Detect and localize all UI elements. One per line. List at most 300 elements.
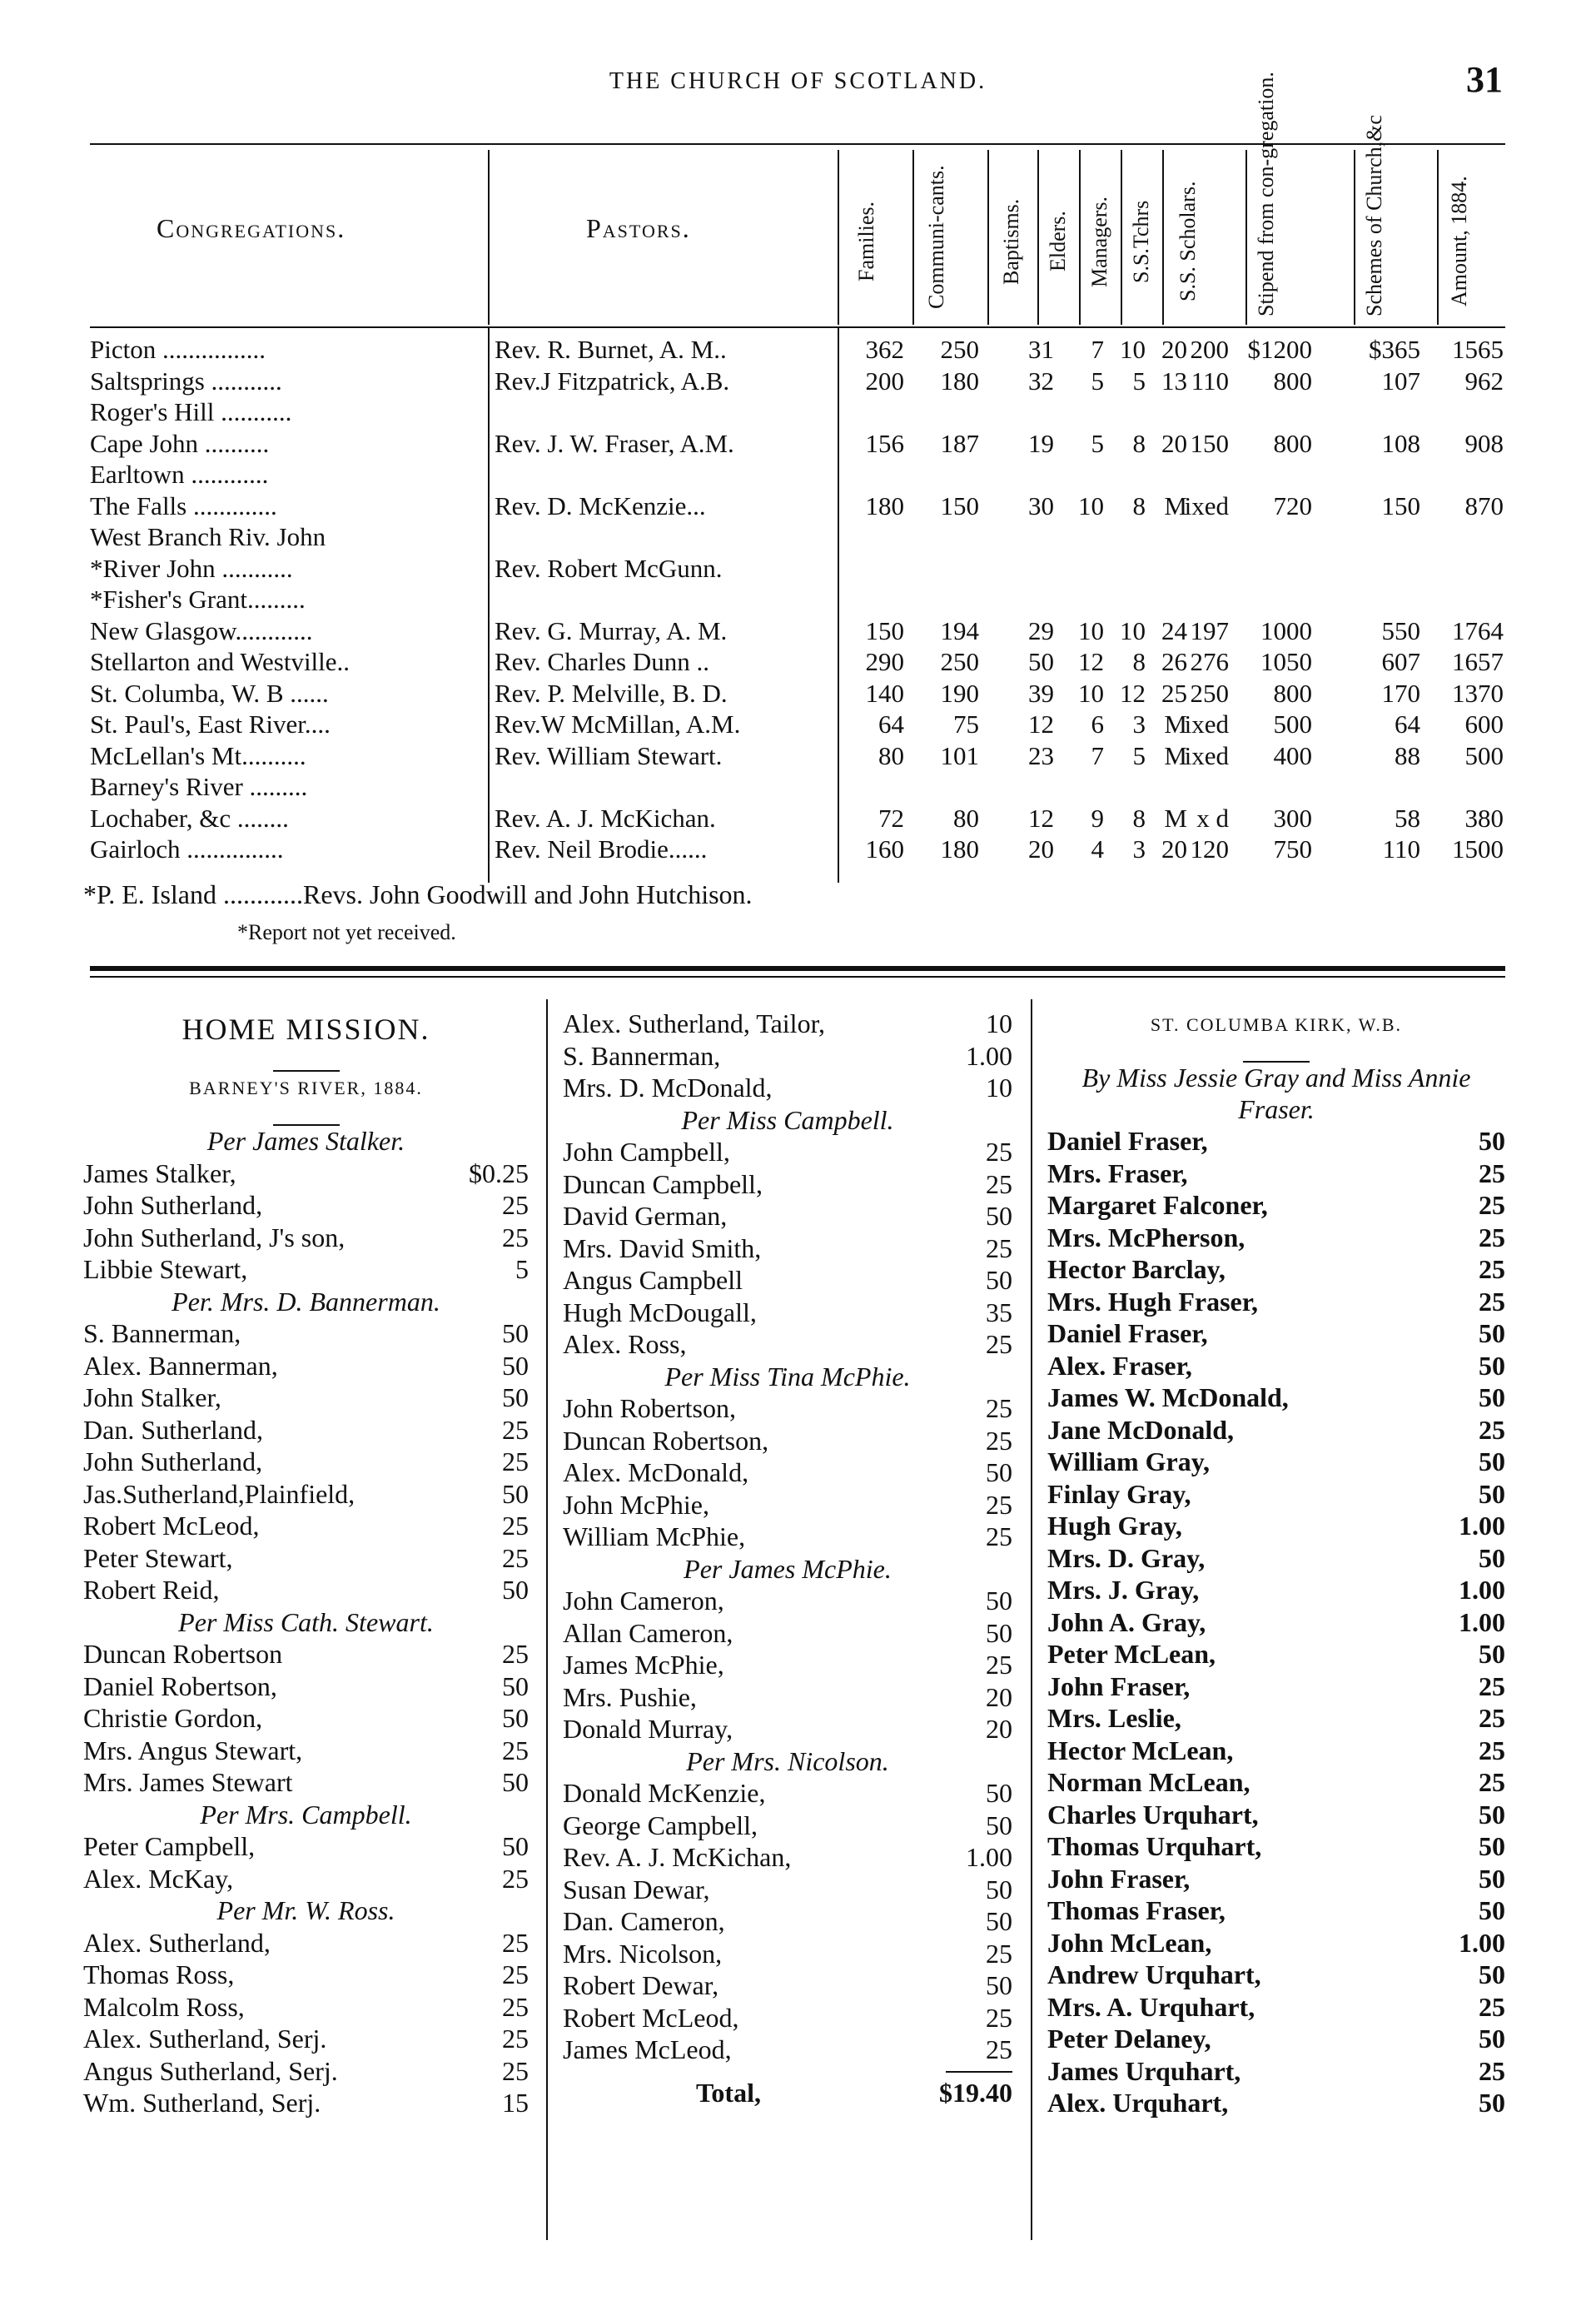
donor-name: John A. Gray,	[1047, 1606, 1206, 1637]
congregation-name: Picton ................	[90, 335, 266, 364]
donation-amount: 50	[986, 1874, 1012, 1904]
section-subtitle: BARNEY'S RIVER, 1884.	[189, 1078, 423, 1098]
donor-entry	[1047, 1510, 1505, 1542]
cell-amount: 962	[1464, 366, 1504, 396]
donor-entry	[563, 1297, 1012, 1329]
donor-name: Angus Sutherland, Serj.	[83, 2055, 338, 2086]
donor-entry	[563, 1072, 1012, 1104]
donation-amount: 50	[502, 1703, 529, 1733]
donor-name: S. Bannerman,	[83, 1318, 241, 1348]
donation-amount: 15	[502, 2088, 529, 2118]
cell-ss-scholars: x d	[1196, 803, 1229, 833]
donor-entry	[1047, 1766, 1505, 1799]
donation-amount: 25	[1479, 1414, 1505, 1445]
cell-elders: 12	[1078, 647, 1104, 676]
donation-amount: 50	[986, 1810, 1012, 1840]
donor-name: Christie Gordon,	[83, 1703, 263, 1733]
collector-heading: Per Miss Cath. Stewart.	[178, 1606, 434, 1637]
donation-amount: 50	[1479, 1863, 1505, 1894]
donor-name: Norman McLean,	[1047, 1767, 1250, 1797]
donor-name: Daniel Robertson,	[83, 1670, 277, 1701]
divider	[83, 1051, 529, 1071]
section-rule	[90, 966, 1505, 971]
donor-entry	[563, 1713, 1012, 1745]
donation-amount: 10	[986, 1073, 1012, 1103]
donation-amount: 25	[986, 1521, 1012, 1551]
donor-name: Mrs. D. McDonald,	[563, 1073, 773, 1103]
donation-amount: 50	[502, 1350, 529, 1381]
donor-name: Thomas Ross,	[83, 1959, 235, 1989]
donor-name: Mrs. Leslie,	[1047, 1703, 1181, 1733]
cell-baptisms: 32	[1028, 366, 1054, 396]
donor-name: Wm. Sutherland, Serj.	[83, 2088, 321, 2118]
donation-amount: 25	[1479, 1991, 1505, 2022]
cell-amount: 870	[1464, 490, 1504, 520]
congregation-name: Roger's Hill ...........	[90, 397, 292, 426]
donor-entry	[83, 1446, 529, 1478]
donor-entry	[563, 1200, 1012, 1232]
donor-name: William Gray,	[1047, 1446, 1210, 1476]
table-row	[90, 833, 1505, 866]
donor-name: Angus Campbell	[563, 1265, 743, 1295]
cell-managers: 5	[1132, 366, 1146, 396]
section-title: HOME MISSION.	[181, 1013, 430, 1046]
cell-stipend: 800	[1273, 366, 1312, 396]
donor-entry	[563, 1841, 1012, 1874]
donation-amount: 25	[986, 1425, 1012, 1456]
donor-entry	[1047, 1350, 1505, 1382]
donation-amount: 25	[502, 1639, 529, 1669]
donor-entry	[83, 1189, 529, 1222]
header-rule	[90, 143, 1505, 145]
donor-name: Peter Delaney,	[1047, 2024, 1211, 2054]
donor-name: Dan. Cameron,	[563, 1906, 725, 1936]
donor-entry	[563, 2034, 1012, 2066]
donor-name: Mrs. McPherson,	[1047, 1222, 1245, 1252]
donation-amount: 25	[1479, 1222, 1505, 1252]
cell-ss-scholars: 110	[1191, 366, 1229, 396]
donor-entry	[563, 1777, 1012, 1810]
cell-ss-teachers: M	[1164, 709, 1187, 739]
column-divider	[488, 328, 490, 883]
donor-entry	[563, 1489, 1012, 1521]
table-row	[90, 583, 1505, 616]
cell-amount: 908	[1464, 428, 1504, 458]
donor-entry	[1047, 1542, 1505, 1575]
table-row	[90, 802, 1505, 835]
donor-name: Mrs. D. Gray,	[1047, 1542, 1206, 1573]
cell-families: 64	[878, 709, 904, 739]
cell-baptisms: 19	[1028, 428, 1054, 458]
donor-name: Mrs. David Smith,	[563, 1232, 762, 1263]
donation-amount: 25	[986, 2002, 1012, 2033]
donor-name: John Robertson,	[563, 1393, 736, 1423]
donor-entry	[563, 1008, 1012, 1040]
donor-entry	[83, 1158, 529, 1190]
donation-amount: 50	[1479, 1318, 1505, 1348]
collector-heading: Per Miss Tina McPhie.	[664, 1361, 911, 1392]
table-row	[90, 615, 1505, 648]
donor-name: Mrs. Angus Stewart,	[83, 1735, 303, 1765]
donor-entry	[563, 1264, 1012, 1297]
table-row	[90, 739, 1505, 773]
cell-communicants: 250	[940, 335, 979, 364]
donor-name: John Stalker,	[83, 1382, 221, 1412]
donor-entry	[83, 2055, 529, 2088]
cell-stipend: 300	[1273, 803, 1312, 833]
donor-entry	[563, 1456, 1012, 1489]
donor-entry	[83, 1222, 529, 1254]
donor-name: Donald Murray,	[563, 1714, 733, 1744]
donor-entry	[1047, 1414, 1505, 1446]
cell-managers: 5	[1132, 740, 1146, 770]
donor-entry	[563, 1328, 1012, 1361]
donation-amount: 25	[986, 1168, 1012, 1199]
donation-amount: 50	[502, 1670, 529, 1701]
donor-name: Mrs. J. Gray,	[1047, 1575, 1200, 1605]
donor-name: John Sutherland,	[83, 1190, 263, 1220]
donor-entry	[563, 1136, 1012, 1168]
donation-amount: 50	[986, 1265, 1012, 1295]
donor-name: Dan. Sutherland,	[83, 1414, 263, 1445]
cell-schemes: 170	[1381, 678, 1420, 708]
donation-amount: 50	[1479, 1478, 1505, 1509]
cell-ss-scholars: 150	[1190, 428, 1229, 458]
donor-entry	[83, 2087, 529, 2119]
pastor-name: Rev. Robert McGunn.	[495, 553, 723, 583]
cell-elders: 7	[1091, 335, 1104, 364]
pastor-name: Rev.W McMillan, A.M.	[495, 709, 741, 739]
cell-elders: 10	[1078, 615, 1104, 645]
column-divider	[838, 328, 839, 883]
donation-amount: 25	[986, 1137, 1012, 1167]
donor-name: Alex. Ross,	[563, 1329, 687, 1359]
donor-name: James W. McDonald,	[1047, 1382, 1289, 1412]
cell-elders: 9	[1091, 803, 1104, 833]
donor-name: John Cameron,	[563, 1586, 724, 1616]
donor-entry	[83, 1702, 529, 1735]
donor-name: John Sutherland,	[83, 1446, 263, 1476]
cell-amount: 1657	[1452, 647, 1504, 676]
cell-schemes: 107	[1381, 366, 1420, 396]
donor-name: Mrs. James Stewart	[83, 1767, 293, 1797]
donor-name: Mrs. Pushie,	[563, 1681, 697, 1712]
donation-amount: 25	[502, 1414, 529, 1445]
donation-amount: 50	[1479, 1382, 1505, 1412]
cell-baptisms: 20	[1028, 834, 1054, 864]
table-row	[90, 552, 1505, 585]
table-row	[90, 677, 1505, 710]
donor-name: Peter McLean,	[1047, 1639, 1216, 1669]
table-row	[90, 427, 1505, 461]
pastor-name: Rev. A. J. McKichan.	[495, 803, 716, 833]
cell-stipend: 800	[1273, 428, 1312, 458]
cell-schemes: $365	[1369, 335, 1420, 364]
cell-communicants: 75	[953, 709, 979, 739]
donor-entry	[563, 1905, 1012, 1938]
donation-amount: 50	[1479, 1895, 1505, 1925]
pastor-name: Rev. P. Melville, B. D.	[495, 678, 728, 708]
collector-heading: Per Mrs. Campbell.	[200, 1799, 412, 1830]
collector-heading: Per Miss Campbell.	[681, 1104, 894, 1135]
cell-schemes: 607	[1381, 647, 1420, 676]
cell-baptisms: 30	[1028, 490, 1054, 520]
table-row	[90, 645, 1505, 679]
table-row	[90, 708, 1505, 741]
congregation-name: St. Paul's, East River....	[90, 709, 331, 739]
donation-amount: 50	[502, 1767, 529, 1797]
donor-entry	[83, 1542, 529, 1575]
donation-amount: 50	[1479, 1446, 1505, 1476]
donation-amount: 25	[986, 1938, 1012, 1969]
cell-communicants: 180	[940, 366, 979, 396]
donation-amount: 50	[1479, 1542, 1505, 1573]
cell-amount: 1500	[1452, 834, 1504, 864]
cell-ss-scholars: 276	[1190, 647, 1229, 676]
donor-name: Duncan Campbell,	[563, 1168, 763, 1199]
donation-amount: 5	[515, 1254, 529, 1284]
table-row	[90, 458, 1505, 491]
home-mission-column-2	[563, 1008, 1012, 2110]
donation-amount: 1.00	[1459, 1511, 1505, 1541]
column-divider	[1437, 150, 1439, 325]
cell-ss-scholars: ixed	[1184, 709, 1229, 739]
donor-name: David German,	[563, 1201, 728, 1231]
cell-amount: 1764	[1452, 615, 1504, 645]
collector-heading: Per Mr. W. Ross.	[216, 1895, 395, 1925]
running-title: THE CHURCH OF SCOTLAND.	[609, 68, 987, 94]
cell-ss-scholars: ixed	[1184, 490, 1229, 520]
table-row	[90, 520, 1505, 554]
donor-name: Hugh Gray,	[1047, 1511, 1182, 1541]
cell-amount: 600	[1464, 709, 1504, 739]
donation-amount: 25	[1479, 2055, 1505, 2086]
cell-communicants: 80	[953, 803, 979, 833]
congregation-name: *River John ...........	[90, 553, 293, 583]
cell-stipend: 1050	[1260, 647, 1312, 676]
cell-ss-scholars: 197	[1190, 615, 1229, 645]
donor-name: Hector McLean,	[1047, 1735, 1234, 1765]
donor-name: John McLean,	[1047, 1927, 1212, 1958]
donor-entry	[1047, 1670, 1505, 1703]
donor-name: Charles Urquhart,	[1047, 1799, 1259, 1830]
donor-entry	[83, 1766, 529, 1799]
donation-amount: 35	[986, 1297, 1012, 1327]
donation-amount: 50	[1479, 1639, 1505, 1669]
donor-name: Robert McLeod,	[83, 1511, 260, 1541]
donor-name: Peter Stewart,	[83, 1542, 233, 1573]
donation-amount: 25	[1479, 1190, 1505, 1220]
donation-amount: 25	[502, 2024, 529, 2054]
cell-elders: 10	[1078, 678, 1104, 708]
congregation-name: Gairloch ...............	[90, 834, 284, 864]
donor-list	[83, 1125, 529, 2119]
cell-managers: 10	[1120, 335, 1146, 364]
donation-amount: 25	[502, 2055, 529, 2086]
congregation-name: New Glasgow............	[90, 615, 313, 645]
donation-amount: 25	[1479, 1158, 1505, 1188]
donor-entry	[563, 1617, 1012, 1650]
donation-amount: 50	[986, 1778, 1012, 1808]
donation-amount: 25	[1479, 1286, 1505, 1317]
donor-list	[563, 1008, 1012, 2066]
cell-ss-scholars: 200	[1190, 335, 1229, 364]
donation-amount: $0.25	[469, 1158, 529, 1188]
cell-managers: 12	[1120, 678, 1146, 708]
home-mission-column-3	[1047, 1008, 1505, 2119]
congregation-name: Cape John ..........	[90, 428, 270, 458]
cell-families: 150	[865, 615, 904, 645]
donation-amount: 1.00	[1459, 1927, 1505, 1958]
donor-entry	[83, 1830, 529, 1863]
cell-ss-scholars: ixed	[1184, 740, 1229, 770]
donor-name: Thomas Urquhart,	[1047, 1831, 1262, 1861]
donation-amount: 50	[986, 1201, 1012, 1231]
donation-amount: 20	[986, 1714, 1012, 1744]
donation-amount: 50	[986, 1906, 1012, 1936]
column-divider	[1121, 150, 1122, 325]
cell-stipend: 800	[1273, 678, 1312, 708]
donor-name: Duncan Robertson	[83, 1639, 283, 1669]
donor-entry	[83, 1927, 529, 1959]
congregation-name: Earltown ............	[90, 460, 269, 489]
cell-managers: 3	[1132, 834, 1146, 864]
donation-amount: 25	[502, 1222, 529, 1252]
donor-entry	[83, 1382, 529, 1414]
total-label: Total,	[696, 2077, 761, 2108]
cell-amount: 1370	[1452, 678, 1504, 708]
donation-amount: 25	[502, 1511, 529, 1541]
cell-ss-scholars: 120	[1190, 834, 1229, 864]
donation-amount: 25	[502, 1959, 529, 1989]
donation-amount: 25	[502, 1190, 529, 1220]
donor-name: Robert McLeod,	[563, 2002, 739, 2033]
table-row	[90, 333, 1505, 366]
donor-entry	[1047, 1382, 1505, 1414]
pastor-name: Rev. D. McKenzie...	[495, 490, 706, 520]
congregation-name: St. Columba, W. B ......	[90, 678, 329, 708]
congregation-name: The Falls .............	[90, 490, 277, 520]
cell-managers: 10	[1120, 615, 1146, 645]
donor-entry	[83, 1638, 529, 1670]
cell-stipend: 400	[1273, 740, 1312, 770]
table-row	[90, 490, 1505, 523]
cell-ss-scholars: 250	[1190, 678, 1229, 708]
donor-entry	[1047, 1125, 1505, 1158]
pastor-name: Rev. Neil Brodie......	[495, 834, 708, 864]
collectors-line: By Miss Jessie Gray and Miss Annie Fraser.	[1081, 1063, 1471, 1124]
collector-heading: Per James Stalker.	[206, 1126, 405, 1156]
donor-entry	[83, 1350, 529, 1382]
donor-entry	[563, 1649, 1012, 1681]
table-row	[90, 365, 1505, 398]
donor-entry	[1047, 1574, 1505, 1606]
donor-entry	[563, 1232, 1012, 1265]
donor-name: Thomas Fraser,	[1047, 1895, 1226, 1925]
donor-name: Robert Dewar,	[563, 1970, 719, 2000]
cell-ss-teachers: 13	[1161, 366, 1187, 396]
donation-amount: 25	[502, 1991, 529, 2022]
cell-elders: 10	[1078, 490, 1104, 520]
donor-name: Alex. McDonald,	[563, 1457, 749, 1487]
home-mission-column-1	[83, 1008, 529, 2119]
cell-managers: 8	[1132, 803, 1146, 833]
donor-name: Alex. Urquhart,	[1047, 2088, 1229, 2118]
donor-name: John Fraser,	[1047, 1863, 1191, 1894]
donation-amount: 50	[502, 1318, 529, 1348]
donor-entry	[1047, 1830, 1505, 1863]
column-divider	[1031, 999, 1032, 2240]
cell-families: 362	[865, 335, 904, 364]
col-header-congregations: Congregations.	[157, 213, 346, 243]
cell-managers: 8	[1132, 647, 1146, 676]
donor-entry	[563, 1585, 1012, 1617]
table-row	[90, 770, 1505, 804]
donor-name: Donald McKenzie,	[563, 1778, 766, 1808]
donation-amount: 50	[502, 1831, 529, 1861]
donor-entry	[1047, 1927, 1505, 1959]
donor-entry	[563, 1810, 1012, 1842]
donor-name: John Fraser,	[1047, 1670, 1191, 1701]
table-header-rule	[90, 326, 1505, 328]
cell-ss-teachers: 24	[1161, 615, 1187, 645]
donor-entry	[1047, 1702, 1505, 1735]
section-subtitle: ST. COLUMBA KIRK, W.B.	[1150, 1014, 1403, 1035]
donor-entry	[563, 1040, 1012, 1073]
donor-name: John Sutherland, J's son,	[83, 1222, 346, 1252]
cell-elders: 5	[1091, 366, 1104, 396]
pastor-name: Rev. R. Burnet, A. M..	[495, 335, 727, 364]
pastor-name: Rev. J. W. Fraser, A.M.	[495, 428, 734, 458]
donor-entry	[83, 2023, 529, 2055]
donor-entry	[1047, 1894, 1505, 1927]
cell-communicants: 150	[940, 490, 979, 520]
cell-elders: 4	[1091, 834, 1104, 864]
donor-name: Libbie Stewart,	[83, 1254, 248, 1284]
cell-schemes: 108	[1381, 428, 1420, 458]
donor-name: James Urquhart,	[1047, 2055, 1241, 2086]
donor-name: Alex. Sutherland, Serj.	[83, 2024, 327, 2054]
donor-list	[1047, 1125, 1505, 2119]
cell-schemes: 110	[1382, 834, 1420, 864]
donor-name: Daniel Fraser,	[1047, 1126, 1208, 1156]
donation-amount: 50	[1479, 1350, 1505, 1381]
cell-baptisms: 29	[1028, 615, 1054, 645]
cell-families: 72	[878, 803, 904, 833]
donation-amount: 25	[1479, 1735, 1505, 1765]
donor-name: Peter Campbell,	[83, 1831, 256, 1861]
cell-families: 200	[865, 366, 904, 396]
donation-amount: 25	[502, 1446, 529, 1476]
cell-communicants: 180	[940, 834, 979, 864]
donor-name: Allan Cameron,	[563, 1617, 733, 1648]
cell-baptisms: 39	[1028, 678, 1054, 708]
cell-amount: 500	[1464, 740, 1504, 770]
donor-entry	[563, 1168, 1012, 1201]
cell-ss-teachers: 26	[1161, 647, 1187, 676]
donor-name: Alex. Fraser,	[1047, 1350, 1192, 1381]
donation-amount: 25	[502, 1927, 529, 1958]
donor-entry	[1047, 1991, 1505, 2024]
cell-ss-teachers: 25	[1161, 678, 1187, 708]
cell-schemes: 64	[1395, 709, 1420, 739]
cell-baptisms: 12	[1028, 709, 1054, 739]
donor-entry	[563, 1969, 1012, 2002]
donor-name: Robert Reid,	[83, 1575, 220, 1605]
column-divider	[987, 150, 989, 325]
donor-name: Finlay Gray,	[1047, 1478, 1191, 1509]
donor-entry	[83, 1991, 529, 2024]
